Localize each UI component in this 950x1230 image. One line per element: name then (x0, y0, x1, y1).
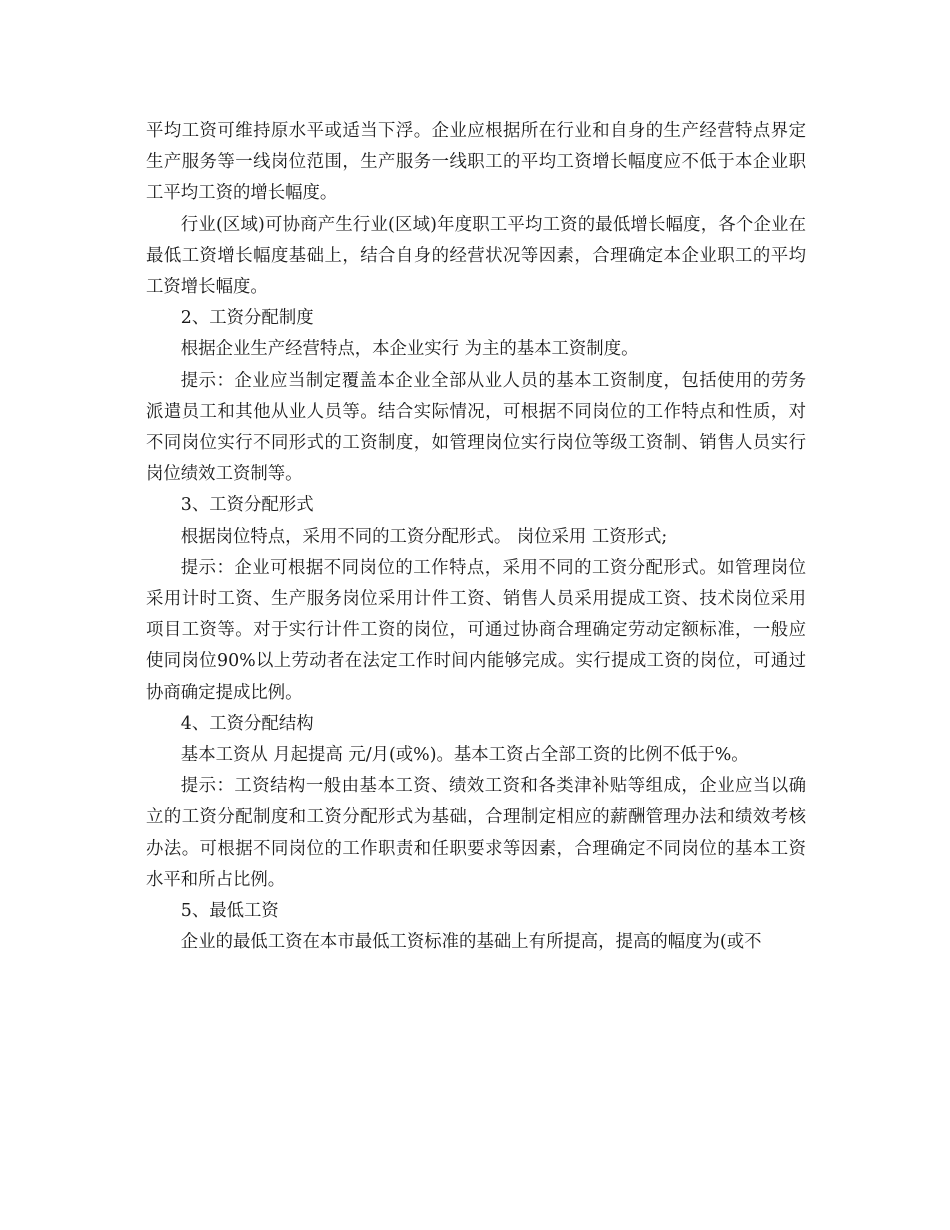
section-heading-wage-system: 2、工资分配制度 (180, 308, 314, 329)
section-heading-wage-structure: 4、工资分配结构 (180, 713, 314, 734)
paragraph-wage-system: 根据企业生产经营特点，本企业实行 为主的基本工资制度。 (180, 339, 639, 360)
section-heading-minimum-wage: 5、最低工资 (180, 901, 279, 922)
paragraph-wage-system-tip: 提示：企业应当制定覆盖本企业全部从业人员的基本工资制度，包括使用的劳务派遣员工和其他从业人员等。结合实际情况，可根据不同岗位的工作特点和性质，对不同岗位实行不同形式的工资制度，如管理岗位实行岗位等级工资制、销售人员实行岗位绩效工资制等。 (146, 370, 806, 485)
paragraph-continued-wage: 平均工资可维持原水平或适当下浮。企业应根据所在行业和自身的生产经营特点界定生产服务等一线岗位范围，生产服务一线职工的平均工资增长幅度应不低于本企业职工平均工资的增长幅度。 (146, 121, 806, 204)
paragraph-minimum-wage: 企业的最低工资在本市最低工资标准的基础上有所提高，提高的幅度为(或不 (180, 932, 762, 953)
paragraph-wage-structure: 基本工资从 月起提高 元/月(或%)。基本工资占全部工资的比例不低于%。 (180, 745, 749, 766)
paragraph-wage-form: 根据岗位特点，采用不同的工资分配形式。 岗位采用 工资形式; (180, 526, 668, 547)
section-heading-wage-form: 3、工资分配形式 (180, 495, 314, 516)
paragraph-industry-negotiation: 行业(区域)可协商产生行业(区域)年度职工平均工资的最低增长幅度，各个企业在最低工资增长幅度基础上，结合自身的经营状况等因素，合理确定本企业职工的平均工资增长幅度。 (146, 214, 806, 298)
document-body (146, 116, 806, 958)
paragraph-wage-structure-tip: 提示：工资结构一般由基本工资、绩效工资和各类津补贴等组成，企业应当以确立的工资分配制度和工资分配形式为基础，合理制定相应的薪酬管理办法和绩效考核办法。可根据不同岗位的工作职责和任职要求等因素，合理确定不同岗位的基本工资水平和所占比例。 (146, 776, 806, 890)
paragraph-wage-form-tip: 提示：企业可根据不同岗位的工作特点，采用不同的工资分配形式。如管理岗位采用计时工资、生产服务岗位采用计件工资、销售人员采用提成工资、技术岗位采用项目工资等。对于实行计件工资的岗位，可通过协商合理确定劳动定额标准，一般应使同岗位90%以上劳动者在法定工作时间内能够完成。实行提成工资的岗位，可通过协商确定提成比例。 (146, 557, 806, 703)
